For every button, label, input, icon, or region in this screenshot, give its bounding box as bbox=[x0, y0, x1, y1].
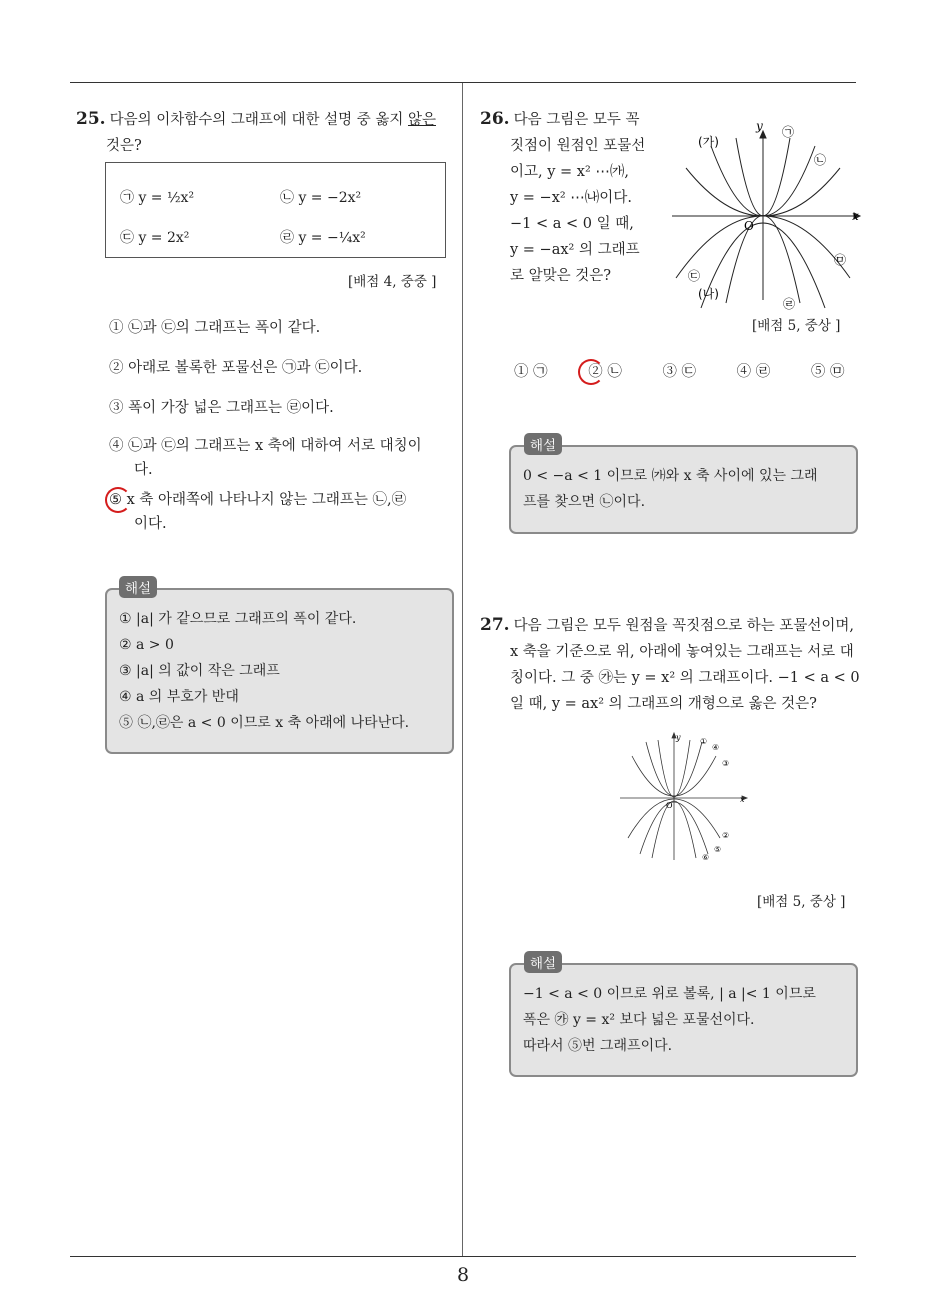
q27-number: 27. bbox=[480, 615, 510, 635]
q26-line-3: 이고, y = x² ⋯㈎, bbox=[510, 164, 629, 180]
q27-solution-line-1: −1 < a < 0 이므로 위로 볼록, | a |< 1 이므로 bbox=[523, 986, 816, 1002]
q27-label-5: ⑤ bbox=[714, 845, 722, 854]
q26-label-5: ㉤ bbox=[834, 253, 847, 267]
q27-y-label: y bbox=[676, 733, 681, 742]
q26-y-label: y bbox=[756, 119, 763, 133]
q25-option-5[interactable]: ⑤ x 축 아래쪽에 나타나지 않는 그래프는 ㉡,㉣ bbox=[109, 492, 407, 508]
q25-solution-line-2: ② a > 0 bbox=[119, 637, 174, 653]
q26-line-6: y = −ax² 의 그래프 bbox=[510, 242, 640, 258]
q25-func-d: ㉣ y = −¼x² bbox=[280, 230, 366, 246]
q26-number: 26. bbox=[480, 109, 510, 129]
q26-x-label: x bbox=[852, 209, 859, 223]
q27-label-1: ① bbox=[700, 737, 708, 746]
q25-func-a: ㉠ y = ½x² bbox=[120, 190, 195, 206]
q26-solution-box bbox=[509, 445, 858, 534]
q26-label-4: ㉣ bbox=[783, 297, 796, 311]
q26-line-5: −1 < a < 0 일 때, bbox=[510, 216, 634, 232]
q27-origin-label: O bbox=[666, 801, 673, 810]
q25-func-b: ㉡ y = −2x² bbox=[280, 190, 362, 206]
q25-solution-line-1: ① |a| 가 같으므로 그래프의 폭이 같다. bbox=[119, 611, 357, 627]
answer-mark-circle bbox=[578, 359, 604, 385]
q25-number: 25. bbox=[76, 109, 106, 129]
q25-option-2[interactable]: ② 아래로 볼록한 포물선은 ㉠과 ㉢이다. bbox=[109, 360, 363, 376]
q26-line-4: y = −x² ⋯㈏이다. bbox=[510, 190, 632, 206]
q27-label-2: ④ bbox=[712, 743, 720, 752]
q27-solution-line-2: 폭은 ㉮ y = x² 보다 넓은 포물선이다. bbox=[523, 1012, 755, 1028]
q26-line-2: 짓점이 원점인 포물선 bbox=[510, 138, 646, 154]
q26-option-5[interactable]: ⑤ ㉤ bbox=[810, 364, 845, 380]
top-rule bbox=[70, 82, 856, 83]
q25-option-4-cont: 다. bbox=[134, 462, 153, 478]
q27-line-1: 다음 그림은 모두 원점을 꼭짓점으로 하는 포물선이며, bbox=[513, 618, 854, 634]
q25-solution-line-4: ④ a 의 부호가 반대 bbox=[119, 689, 239, 705]
q26-option-2[interactable]: ② ㉡ bbox=[588, 364, 622, 380]
q26-parabola-graph bbox=[666, 118, 866, 313]
q27-line-3: 칭이다. 그 중 ㉮는 y = x² 의 그래프이다. −1 < a < 0 bbox=[510, 670, 860, 686]
q27-solution-tag: 해설 bbox=[524, 951, 562, 973]
q26-stem bbox=[480, 106, 655, 289]
q26-solution-tag: 해설 bbox=[524, 433, 562, 455]
q27-label-4: ② bbox=[722, 831, 730, 840]
q27-stem bbox=[480, 612, 865, 717]
q26-options bbox=[514, 360, 880, 384]
q25-option-3[interactable]: ③ 폭이 가장 넓은 그래프는 ㉣이다. bbox=[109, 400, 334, 416]
q25-option-4[interactable]: ④ ㉡과 ㉢의 그래프는 x 축에 대하여 서로 대칭이 bbox=[109, 438, 422, 454]
q25-function-box bbox=[105, 162, 446, 258]
q27-solution-line-3: 따라서 ⑤번 그래프이다. bbox=[523, 1038, 673, 1054]
q25-solution-line-3: ③ |a| 의 값이 작은 그래프 bbox=[119, 663, 280, 679]
q26-label-na: (나) bbox=[698, 287, 719, 301]
q26-label-2: ㉡ bbox=[814, 153, 827, 167]
q27-x-label: x bbox=[740, 795, 745, 804]
q26-label-1: ㉠ bbox=[782, 125, 795, 139]
q27-label-6: ⑥ bbox=[702, 853, 710, 862]
q26-option-3[interactable]: ③ ㉢ bbox=[662, 364, 697, 380]
q25-option-1[interactable]: ① ㉡과 ㉢의 그래프는 폭이 같다. bbox=[109, 320, 321, 336]
answer-mark-circle bbox=[105, 487, 131, 513]
q26-option-4[interactable]: ④ ㉣ bbox=[736, 364, 771, 380]
q27-solution-box bbox=[509, 963, 858, 1077]
bottom-rule bbox=[70, 1256, 856, 1257]
q26-line-1: 다음 그림은 모두 꼭 bbox=[513, 112, 640, 128]
q27-parabola-graph bbox=[618, 730, 750, 870]
q26-solution-line-2: 프를 찾으면 ㉡이다. bbox=[523, 494, 646, 510]
q25-text: 다음의 이차함수의 그래프에 대한 설명 중 옳지 bbox=[109, 112, 408, 128]
column-divider bbox=[462, 83, 463, 1256]
q26-solution-line-1: 0 < −a < 1 이므로 ㈎와 x 축 사이에 있는 그래 bbox=[523, 468, 818, 484]
q26-label-3: ㉢ bbox=[688, 269, 701, 283]
q25-text-underlined: 않은 bbox=[407, 112, 436, 128]
q25-solution-tag: 해설 bbox=[119, 576, 157, 598]
q26-label-ga: (가) bbox=[698, 135, 719, 149]
q26-option-1[interactable]: ① ㉠ bbox=[514, 364, 548, 380]
q26-origin-label: O bbox=[744, 219, 754, 233]
q25-text-line2: 것은? bbox=[106, 138, 142, 154]
q25-option-5-cont: 이다. bbox=[134, 516, 167, 532]
q25-solution-line-5: ⑤ ㉡,㉣은 a < 0 이므로 x 축 아래에 나타난다. bbox=[119, 715, 410, 731]
q25-score: [배점 4, 중중 ] bbox=[348, 274, 437, 290]
q27-line-2: x 축을 기준으로 위, 아래에 놓여있는 그래프는 서로 대 bbox=[510, 644, 854, 660]
q27-label-3: ③ bbox=[722, 759, 730, 768]
q25-func-c: ㉢ y = 2x² bbox=[120, 230, 190, 246]
q26-score: [배점 5, 중상 ] bbox=[752, 318, 841, 334]
q26-line-7: 로 알맞은 것은? bbox=[510, 268, 612, 284]
q25-solution-box bbox=[105, 588, 454, 754]
q27-line-4: 일 때, y = ax² 의 그래프의 개형으로 옳은 것은? bbox=[510, 696, 817, 712]
q25-stem bbox=[76, 106, 456, 159]
page-number: 8 bbox=[456, 1264, 470, 1286]
q27-score: [배점 5, 중상 ] bbox=[757, 894, 846, 910]
